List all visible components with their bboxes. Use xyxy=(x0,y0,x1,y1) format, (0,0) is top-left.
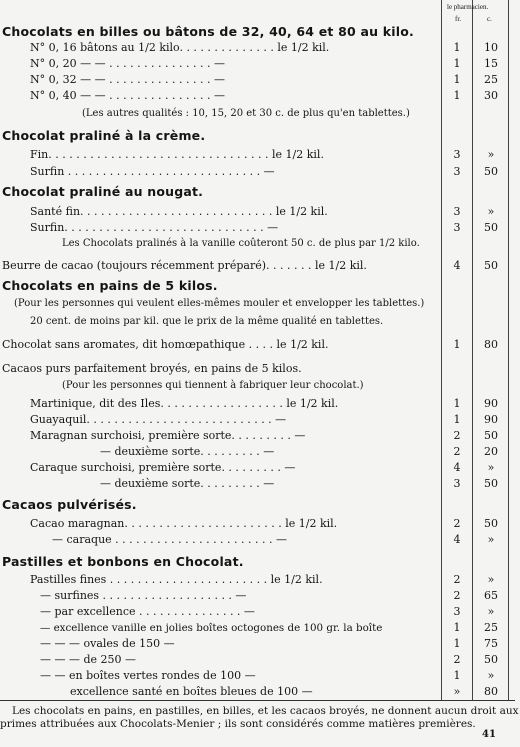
price-centimes: 65 xyxy=(484,589,498,602)
row-text: — excellence vanille en jolies boîtes octogones de 100 gr. la boîte xyxy=(40,622,383,634)
price-centimes: 50 xyxy=(484,477,498,490)
row-text: (Pour les personnes qui veulent elles-mêmes mouler et envelopper les tablettes.) xyxy=(14,298,425,309)
price-row xyxy=(0,40,520,56)
row-text: Chocolat praliné à la crème. xyxy=(2,128,206,143)
price-row xyxy=(0,652,520,668)
pharmacist-header: le pharmacien. xyxy=(447,3,489,11)
price-row xyxy=(0,620,520,636)
row-text: Surfin. . . . . . . . . . . . . . . . . . . . . . . . . . . . . — xyxy=(30,221,279,234)
price-centimes: 90 xyxy=(484,413,498,426)
price-centimes: 30 xyxy=(484,89,498,102)
section-heading xyxy=(0,337,520,353)
c-column-header: c. xyxy=(487,15,492,23)
row-text: Cacao maragnan. . . . . . . . . . . . . . . . . . . . . . . le 1/2 kil. xyxy=(30,517,338,530)
price-francs: 3 xyxy=(453,605,461,618)
price-centimes: 90 xyxy=(484,397,498,410)
price-francs: 4 xyxy=(453,461,461,474)
row-text: N° 0, 32 — — . . . . . . . . . . . . . . . — xyxy=(30,73,225,86)
price-centimes: 50 xyxy=(484,221,498,234)
price-row xyxy=(0,444,520,460)
price-row xyxy=(0,604,520,620)
price-francs: 4 xyxy=(453,259,461,272)
section-heading xyxy=(0,184,520,200)
section-heading xyxy=(0,24,520,40)
price-centimes: 50 xyxy=(484,429,498,442)
note-row xyxy=(0,314,520,330)
row-text: Pastilles fines . . . . . . . . . . . . . . . . . . . . . . . le 1/2 kil. xyxy=(30,573,323,586)
price-centimes: 25 xyxy=(484,73,498,86)
price-francs: » xyxy=(453,685,461,698)
row-text: — par excellence . . . . . . . . . . . . . . . — xyxy=(40,605,255,618)
row-text: Les Chocolats pralinés à la vanille coûteront 50 c. de plus par 1/2 kilo. xyxy=(62,238,420,249)
row-text: Maragnan surchoisi, première sorte. . . . . . . . . — xyxy=(30,429,306,442)
section-heading xyxy=(0,128,520,144)
price-centimes: 50 xyxy=(484,653,498,666)
price-row xyxy=(0,428,520,444)
row-text: (Les autres qualités : 10, 15, 20 et 30 c. de plus qu'en tablettes.) xyxy=(82,108,410,119)
price-row xyxy=(0,460,520,476)
note-row xyxy=(0,296,520,312)
price-row xyxy=(0,588,520,604)
price-centimes: 75 xyxy=(484,637,498,650)
note-row xyxy=(0,236,520,252)
price-row xyxy=(0,88,520,104)
price-francs: 1 xyxy=(453,41,461,54)
section-heading xyxy=(0,258,520,274)
price-row xyxy=(0,532,520,548)
footer-rule xyxy=(0,700,515,701)
price-centimes: » xyxy=(487,605,495,618)
price-francs: 2 xyxy=(453,589,461,602)
row-text: Chocolats en pains de 5 kilos. xyxy=(2,278,218,293)
price-francs: 2 xyxy=(453,653,461,666)
price-centimes: » xyxy=(487,205,495,218)
section-heading xyxy=(0,554,520,570)
row-text: — caraque . . . . . . . . . . . . . . . . . . . . . . . — xyxy=(52,533,288,546)
row-text: N° 0, 16 bâtons au 1/2 kilo. . . . . . . . . . . . . . le 1/2 kil. xyxy=(30,41,330,54)
price-row xyxy=(0,204,520,220)
price-centimes: 80 xyxy=(484,338,498,351)
row-text: — — — de 250 — xyxy=(40,653,137,666)
price-francs: 1 xyxy=(453,669,461,682)
section-heading xyxy=(0,497,520,513)
price-row xyxy=(0,572,520,588)
section-heading xyxy=(0,278,520,294)
price-centimes: 50 xyxy=(484,259,498,272)
row-text: Beurre de cacao (toujours récemment préparé). . . . . . . le 1/2 kil. xyxy=(2,259,367,272)
price-centimes: 10 xyxy=(484,41,498,54)
row-text: Santé fin. . . . . . . . . . . . . . . . . . . . . . . . . . . . le 1/2 kil. xyxy=(30,205,328,218)
price-centimes: 15 xyxy=(484,57,498,70)
price-francs: 1 xyxy=(453,413,461,426)
row-text: — — — ovales de 150 — xyxy=(40,637,175,650)
price-francs: 1 xyxy=(453,621,461,634)
price-francs: 3 xyxy=(453,477,461,490)
price-francs: 1 xyxy=(453,89,461,102)
price-francs: 1 xyxy=(453,73,461,86)
fr-column-header: fr. xyxy=(455,15,462,23)
price-row xyxy=(0,220,520,236)
section-heading xyxy=(0,361,520,377)
price-francs: 2 xyxy=(453,445,461,458)
price-centimes: » xyxy=(487,461,495,474)
price-row xyxy=(0,72,520,88)
price-francs: 3 xyxy=(453,148,461,161)
price-centimes: » xyxy=(487,573,495,586)
footer-note-line-2: primes attribuées aux Chocolats-Menier ; ils sont considérés comme matières premières. xyxy=(0,718,476,730)
price-centimes: » xyxy=(487,669,495,682)
price-row xyxy=(0,684,520,700)
row-text: Fin. . . . . . . . . . . . . . . . . . . . . . . . . . . . . . . . le 1/2 kil. xyxy=(30,148,324,161)
price-francs: 4 xyxy=(453,533,461,546)
price-francs: 2 xyxy=(453,573,461,586)
price-centimes: 50 xyxy=(484,517,498,530)
page-number: 41 xyxy=(482,729,496,740)
row-text: (Pour les personnes qui tiennent à fabriquer leur chocolat.) xyxy=(62,380,364,391)
price-row xyxy=(0,476,520,492)
price-francs: 2 xyxy=(453,429,461,442)
price-francs: 1 xyxy=(453,637,461,650)
row-text: Chocolats en billes ou bâtons de 32, 40, 64 et 80 au kilo. xyxy=(2,24,414,39)
price-row xyxy=(0,516,520,532)
price-row xyxy=(0,636,520,652)
price-francs: 3 xyxy=(453,221,461,234)
price-centimes: 25 xyxy=(484,621,498,634)
row-text: — deuxième sorte. . . . . . . . . — xyxy=(100,477,275,490)
row-text: 20 cent. de moins par kil. que le prix de la même qualité en tablettes. xyxy=(30,316,384,327)
price-centimes: » xyxy=(487,533,495,546)
price-francs: 1 xyxy=(453,397,461,410)
price-francs: 1 xyxy=(453,338,461,351)
price-centimes: 20 xyxy=(484,445,498,458)
price-row xyxy=(0,56,520,72)
row-text: Cacaos purs parfaitement broyés, en pains de 5 kilos. xyxy=(2,362,302,375)
price-row xyxy=(0,147,520,163)
price-row xyxy=(0,396,520,412)
note-row xyxy=(0,106,520,122)
price-row xyxy=(0,668,520,684)
row-text: Caraque surchoisi, première sorte. . . . . . . . . — xyxy=(30,461,296,474)
row-text: Guayaquil. . . . . . . . . . . . . . . . . . . . . . . . . . . — xyxy=(30,413,287,426)
row-text: — — en boîtes vertes rondes de 100 — xyxy=(40,669,256,682)
price-centimes: » xyxy=(487,148,495,161)
footer-note-line-1: Les chocolats en pains, en pastilles, en billes, et les cacaos broyés, ne donnent aucun droit aux xyxy=(12,705,519,717)
row-text: Martinique, dit des Iles. . . . . . . . . . . . . . . . . . le 1/2 kil. xyxy=(30,397,339,410)
row-text: — deuxième sorte. . . . . . . . . — xyxy=(100,445,275,458)
price-francs: 3 xyxy=(453,205,461,218)
row-text: N° 0, 40 — — . . . . . . . . . . . . . . . — xyxy=(30,89,225,102)
price-francs: 3 xyxy=(453,165,461,178)
price-francs: 2 xyxy=(453,517,461,530)
price-row xyxy=(0,412,520,428)
row-text: — surfines . . . . . . . . . . . . . . . . . . . — xyxy=(40,589,247,602)
price-centimes: 50 xyxy=(484,165,498,178)
row-text: Cacaos pulvérisés. xyxy=(2,497,137,512)
row-text: Chocolat praliné au nougat. xyxy=(2,184,204,199)
price-francs: 1 xyxy=(453,57,461,70)
price-row xyxy=(0,164,520,180)
row-text: Chocolat sans aromates, dit homœpathique . . . . le 1/2 kil. xyxy=(2,338,329,351)
row-text: Surfin . . . . . . . . . . . . . . . . . . . . . . . . . . . . — xyxy=(30,165,275,178)
row-text: Pastilles et bonbons en Chocolat. xyxy=(2,554,244,569)
price-centimes: 80 xyxy=(484,685,498,698)
row-text: N° 0, 20 — — . . . . . . . . . . . . . . . — xyxy=(30,57,225,70)
row-text: excellence santé en boîtes bleues de 100 — xyxy=(70,685,313,698)
note-row xyxy=(0,378,520,394)
